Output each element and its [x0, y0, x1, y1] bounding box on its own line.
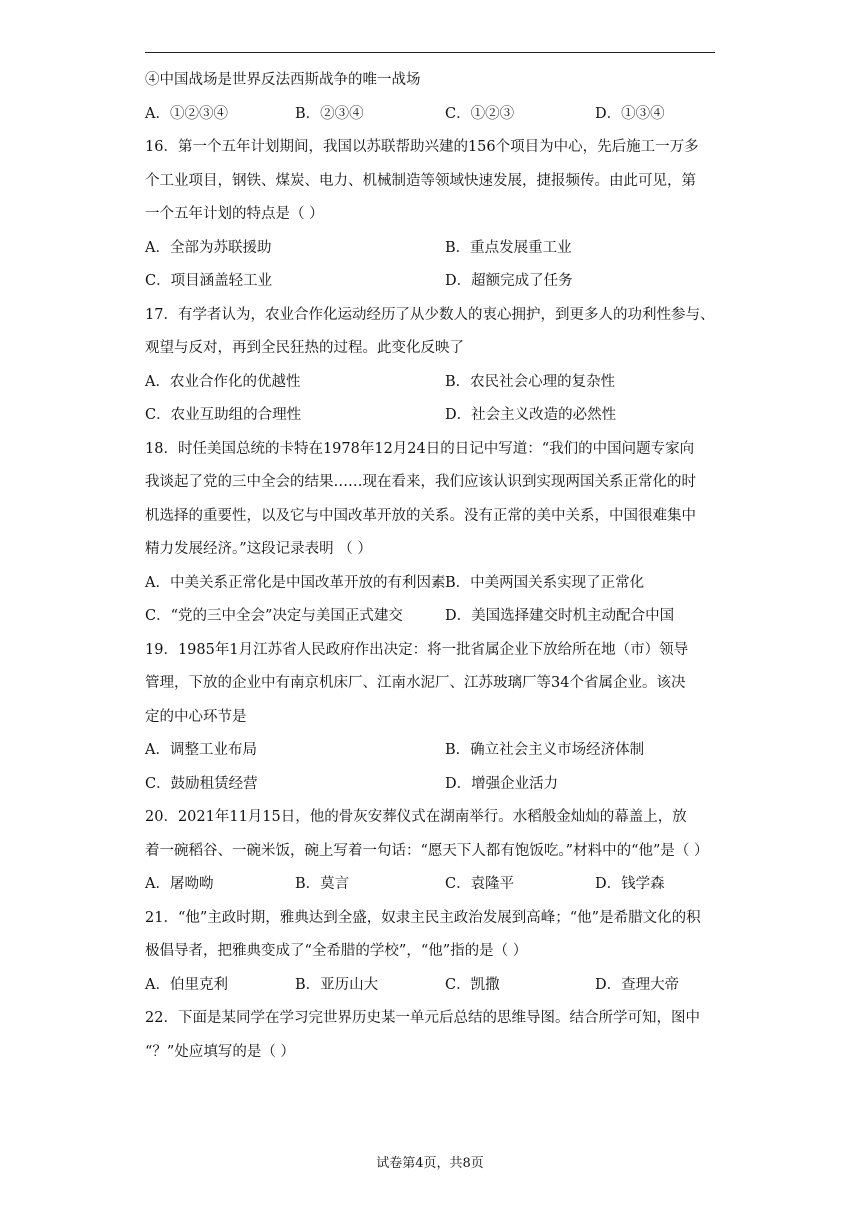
question-19-stem: 管理，下放的企业中有南京机床厂、江南水泥厂、江苏玻璃厂等34个省属企业。该决	[145, 675, 686, 691]
option-d: D．查理大帝	[595, 976, 680, 993]
option-b: B．确立社会主义市场经济体制	[445, 742, 645, 758]
option-d: D．钱学森	[595, 876, 665, 892]
option-b: B．亚历山大	[295, 976, 379, 993]
option-a: A．中美关系正常化是中国改革开放的有利因素	[145, 574, 446, 591]
question-16-options-row2	[145, 265, 720, 299]
option-d: D．超额完成了任务	[445, 273, 573, 289]
exam-page-content	[145, 64, 720, 1069]
option-c: C．项目涵盖轻工业	[145, 273, 273, 289]
question-19-stem: 19．1985年1月江苏省人民政府作出决定：将一批省属企业下放给所在地（市）领导	[145, 641, 689, 658]
page-footer: 试卷第4页，共8页	[376, 1156, 484, 1171]
question-19-options-row2	[145, 768, 720, 802]
option-b: B．农民社会心理的复杂性	[445, 373, 616, 390]
option-d: D．①③④	[595, 105, 665, 122]
question-20-stem: 着一碗稻谷、一碗米饭，碗上写着一句话：“愿天下人都有饱饭吃。”材料中的“他”是（ ）	[145, 842, 709, 859]
question-18-stem: 18．时任美国总统的卡特在1978年12月24日的日记中写道：“我们的中国问题专家向	[145, 440, 695, 457]
question-20-options	[145, 868, 720, 902]
question-20-stem: 20．2021年11月15日，他的骨灰安葬仪式在湖南举行。水稻般金灿灿的幕盖上，放	[145, 809, 687, 825]
option-c: C．鼓励租赁经营	[145, 775, 258, 792]
option-a: A．全部为苏联援助	[145, 239, 272, 256]
option-c: C．①②③	[445, 105, 515, 122]
question-22-stem: 22．下面是某同学在学习完世界历史某一单元后总结的思维导图。结合所学可知，图中	[145, 1010, 700, 1026]
option-a: A．①②③④	[145, 105, 228, 122]
option-a: A．屠呦呦	[145, 876, 214, 892]
option-b: B．重点发展重工业	[445, 239, 572, 256]
question-19-options-row1	[145, 734, 720, 768]
question-17-stem: 17．有学者认为，农业合作化运动经历了从少数人的衷心拥护，到更多人的功利性参与、	[145, 306, 715, 323]
option-c: C．凯撒	[445, 976, 500, 993]
question-16-stem: 一个五年计划的特点是（ ）	[145, 206, 324, 222]
option-d: D．增强企业活力	[445, 775, 559, 792]
question-19-stem: 定的中心环节是	[145, 708, 247, 725]
option-a: A．农业合作化的优越性	[145, 373, 301, 390]
option-c: C．袁隆平	[445, 876, 515, 892]
question-17-stem: 观望与反对，再到全民狂热的过程。此变化反映了	[145, 340, 464, 356]
question-18-options-row1	[145, 567, 720, 601]
question-21-stem: 极倡导者，把雅典变成了“全希腊的学校”，“他”指的是（ ）	[145, 943, 528, 959]
option-c: C．农业互助组的合理性	[145, 407, 302, 423]
option-d: D．美国选择建交时机主动配合中国	[445, 608, 675, 624]
option-a: A．伯里克利	[145, 976, 228, 993]
question-18-stem: 我谈起了党的三中全会的结果……现在看来，我们应该认识到实现两国关系正常化的时	[145, 474, 696, 490]
option-c: C．“党的三中全会”决定与美国正式建交	[145, 608, 403, 624]
header-rule	[145, 52, 715, 53]
question-16-stem: 16．第一个五年计划期间，我国以苏联帮助兴建的156个项目为中心，先后施工一万多	[145, 139, 699, 155]
question-18-stem: 精力发展经济。”这段记录表明 （ ）	[145, 541, 372, 557]
question-15-tail: ④中国战场是世界反法西斯战争的唯一战场	[145, 72, 421, 88]
question-21-options	[145, 969, 720, 1003]
question-21-stem: 21．“他”主政时期，雅典达到全盛，奴隶主民主政治发展到高峰；“他”是希腊文化的积	[145, 909, 701, 926]
question-18-stem: 机选择的重要性，以及它与中国改革开放的关系。没有正常的美中关系，中国很难集中	[145, 507, 696, 524]
option-b: B．②③④	[295, 105, 364, 122]
question-16-stem: 个工业项目，钢铁、煤炭、电力、机械制造等领域快速发展，捷报频传。由此可见，第	[145, 172, 696, 189]
option-b: B．莫言	[295, 876, 350, 892]
question-17-options-row2	[145, 399, 720, 433]
question-17-options-row1	[145, 366, 720, 400]
question-15-options	[145, 98, 720, 132]
question-18-options-row2	[145, 600, 720, 634]
option-a: A．调整工业布局	[145, 742, 257, 758]
option-b: B．中美两国关系实现了正常化	[445, 574, 645, 591]
question-22-stem: “？”处应填写的是（ ）	[145, 1043, 295, 1060]
option-d: D．社会主义改造的必然性	[445, 407, 617, 423]
question-16-options-row1	[145, 232, 720, 266]
